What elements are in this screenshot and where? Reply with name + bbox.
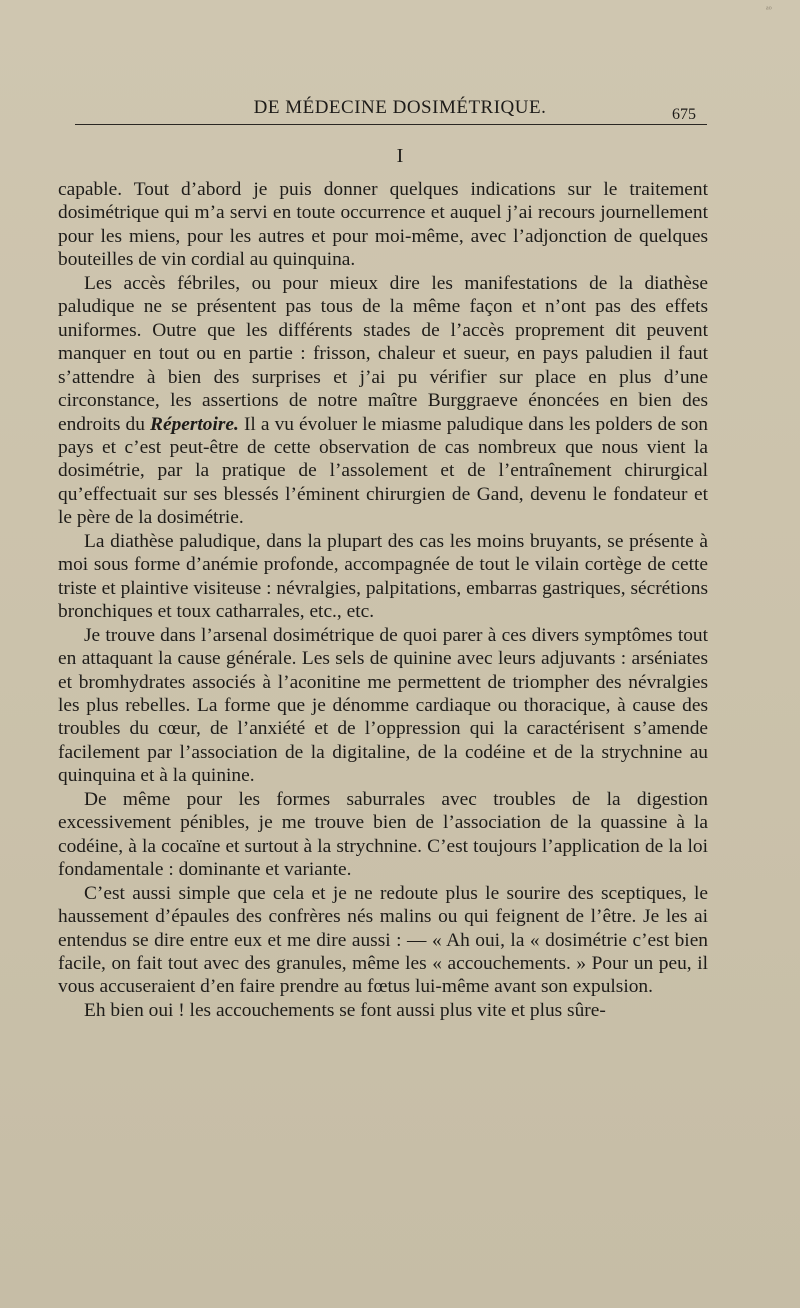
running-title: DE MÉDECINE DOSIMÉTRIQUE.	[253, 97, 547, 118]
paragraph-1: capable. Tout d’abord je puis donner quelques indications sur le traitement dosimétrique qui m’a servi en toute occurrence et auquel j’ai recours journellement pour les miens, pour les autres et pour moi-même, avec l’adjonction de quelques bouteilles de vin cordial au quinquina.	[58, 179, 708, 271]
page-number: 675	[672, 106, 696, 123]
body-text	[58, 178, 708, 1022]
paragraph-2-part-a: Les accès fébriles, ou pour mieux dire les manifestations de la diathèse paludique ne se présentent pas tous de la même façon et n’ont pas des effets uniformes. Outre que les différents stades de l’accès proprement dit peuvent manquer en tout ou en partie : frisson, chaleur et sueur, en pays paludien il faut s’attendre à bien des surprises et j’ai pu vérifier sur place en plus d’une circonstance, les assertions de notre maître Burggraeve énoncées en bien des endroits du	[58, 272, 708, 435]
paragraph-2	[58, 272, 708, 530]
section-signature: I	[396, 145, 404, 167]
paragraph-3: La diathèse paludique, dans la plupart des cas les moins bruyants, se présente à moi sous forme d’anémie profonde, accompagnée de tout le vilain cortège de cette triste et plaintive visiteuse : névralgies, palpitations, embarras gastriques, sécrétions bronchiques et toux catharrales, etc., etc.	[58, 530, 708, 623]
paragraph-6: C’est aussi simple que cela et je ne redoute plus le sourire des sceptiques, le haussement d’épaules des confrères nés malins ou qui feignent de l’être. Je les ai entendus se dire entre eux et me dire aussi : — « Ah oui, la « dosimétrie c’est bien facile, on fait tout avec des granules, même les « accouchements. » Pour un peu, il vous accuseraient d’en faire prendre au fœtus lui-même avant son expulsion.	[58, 882, 708, 998]
corner-mark: ᵃᵒ	[766, 4, 772, 15]
header-rule	[75, 124, 707, 125]
paragraph-7: Eh bien oui ! les accouchements se font aussi plus vite et plus sûre-	[84, 999, 606, 1021]
repertoire-title: Répertoire.	[150, 413, 239, 435]
paragraph-5: De même pour les formes saburrales avec troubles de la digestion excessivement pénibles, je me trouve bien de l’association de la quassine à la codéine, à la cocaïne et surtout à la strychnine. C’est toujours l’application de la loi fondamentale : dominante et variante.	[58, 788, 708, 881]
paragraph-2-part-b: Il a vu évoluer le miasme paludique dans les polders de son pays et c’est peut-être de cette observation de cas nombreux que nous vient la dosimétrie, par la pratique de l’assolement et de l’entraînement chirurgical qu’effectuait sur ses blessés l’éminent chirurgien de Gand, devenu le fondateur et le père de la dosimétrie.	[58, 413, 708, 529]
paragraph-4: Je trouve dans l’arsenal dosimétrique de quoi parer à ces divers symptômes tout en attaquant la cause générale. Les sels de quinine avec leurs adjuvants : arséniates et bromhydrates associés à l’aconitine me permettent de triompher des névralgies les plus rebelles. La forme que je dénomme cardiaque ou thoracique, à cause des troubles du cœur, de l’anxiété et de l’oppression qui la caractérisent s’amende facilement par l’association de la digitaline, de la codéine et de la strychnine au quinquina et à la quinine.	[58, 624, 708, 787]
